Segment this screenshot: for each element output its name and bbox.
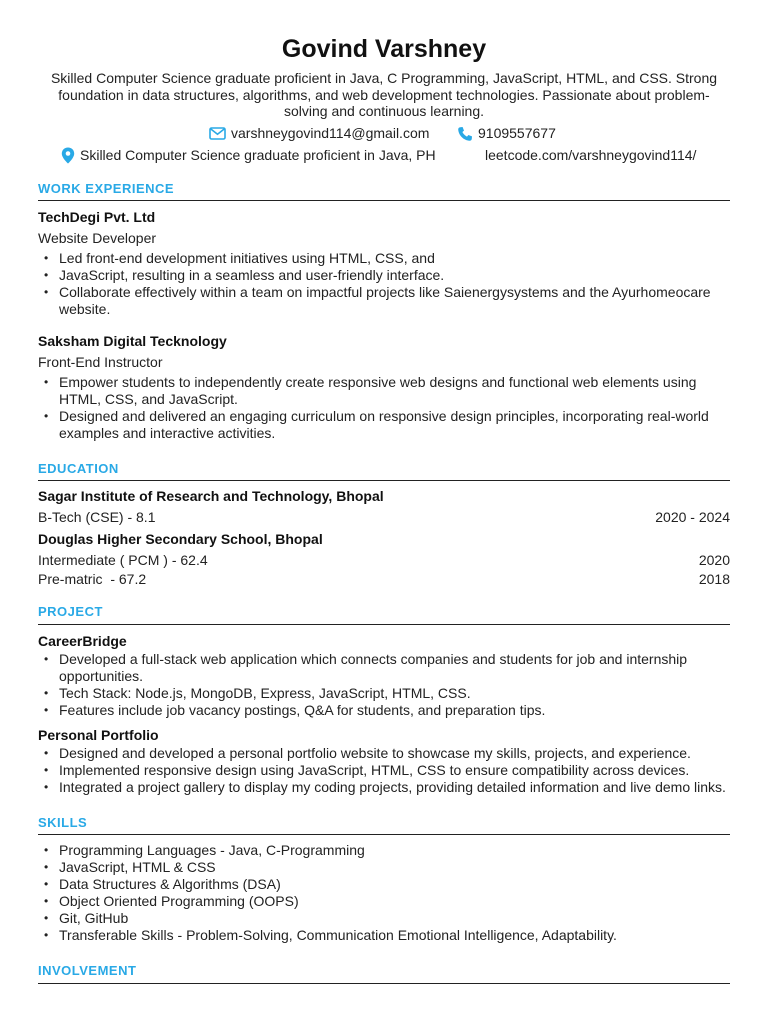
map-pin-icon (61, 147, 75, 164)
work-experience-divider (38, 200, 730, 201)
degree-label: Pre-matric - 67.2 (38, 571, 147, 587)
involvement-divider (38, 983, 730, 984)
project-bullet: • Developed a full-stack web application which connects companies and students for job and internship opportunities. (38, 651, 730, 685)
skill-item: • Transferable Skills - Problem-Solving, Communication Emotional Intelligence, Adaptability. (38, 927, 730, 944)
education-entry (38, 552, 730, 568)
skill-item: • Git, GitHub (38, 910, 730, 927)
job-role: Front-End Instructor (38, 354, 163, 370)
education-divider (38, 480, 730, 481)
job-bullet: • Collaborate effectively within a team on impactful projects like Saienergysystems and the Ayurhomeocare website. (38, 284, 730, 318)
job-bullets (38, 374, 730, 442)
school-name: Douglas Higher Secondary School, Bhopal (38, 531, 323, 547)
phone-contact[interactable] (457, 125, 556, 142)
involvement-heading: INVOLVEMENT (38, 963, 137, 978)
job-bullet: • Empower students to independently create responsive web designs and functional web elements using HTML, CSS, and JavaScript. (38, 374, 730, 408)
project-bullets (38, 745, 730, 796)
project-heading: PROJECT (38, 604, 103, 619)
project-name: CareerBridge (38, 633, 127, 649)
profile-summary: Skilled Computer Science graduate proficient in Java, C Programming, JavaScript, HTML, and CSS. Strong foundation in data structures, algorithms, and web development technologies. Passionate about problem-solving and continuous learning. (50, 70, 718, 119)
job-bullet: • JavaScript, resulting in a seamless and user-friendly interface. (38, 267, 730, 284)
job-role: Website Developer (38, 230, 157, 246)
email-contact[interactable] (209, 125, 429, 142)
skills-list (38, 842, 730, 944)
leetcode-text[interactable]: leetcode.com/varshneygovind114/ (485, 147, 697, 163)
job-bullet: • Led front-end development initiatives using HTML, CSS, and (38, 250, 730, 267)
project-bullet: • Integrated a project gallery to display my coding projects, providing detailed information and live demo links. (38, 779, 730, 796)
work-experience-heading: WORK EXPERIENCE (38, 181, 175, 196)
job-company: Saksham Digital Tecknology (38, 333, 227, 349)
project-bullet: • Implemented responsive design using JavaScript, HTML, CSS to ensure compatibility across devices. (38, 762, 730, 779)
location-contact (61, 147, 436, 164)
project-bullets (38, 651, 730, 719)
skill-item: • JavaScript, HTML & CSS (38, 859, 730, 876)
education-heading: EDUCATION (38, 461, 119, 476)
skill-item: • Object Oriented Programming (OOPS) (38, 893, 730, 910)
leetcode-link[interactable] (485, 147, 696, 164)
skills-heading: SKILLS (38, 815, 88, 830)
project-bullet: • Designed and developed a personal portfolio website to showcase my skills, projects, and experience. (38, 745, 730, 762)
skills-divider (38, 834, 730, 835)
project-name: Personal Portfolio (38, 727, 159, 743)
education-entry (38, 571, 730, 587)
degree-label: Intermediate ( PCM ) - 62.4 (38, 552, 208, 568)
phone-text[interactable]: 9109557677 (478, 125, 556, 141)
envelope-icon (209, 127, 226, 140)
project-bullet: • Tech Stack: Node.js, MongoDB, Express, JavaScript, HTML, CSS. (38, 685, 730, 702)
candidate-name: Govind Varshney (281, 35, 487, 63)
project-divider (38, 624, 730, 625)
location-text: Skilled Computer Science graduate proficient in Java, PH (80, 147, 436, 163)
job-bullets (38, 250, 730, 318)
degree-label: B-Tech (CSE) - 8.1 (38, 509, 156, 525)
skill-item: • Data Structures & Algorithms (DSA) (38, 876, 730, 893)
education-entry (38, 509, 730, 525)
degree-dates: 2020 (698, 552, 730, 568)
school-name: Sagar Institute of Research and Technology, Bhopal (38, 488, 384, 504)
degree-dates: 2020 - 2024 (655, 509, 730, 525)
job-bullet: • Designed and delivered an engaging curriculum on responsive design principles, incorporating real-world examples and interactive activities. (38, 408, 730, 442)
job-company: TechDegi Pvt. Ltd (38, 209, 156, 225)
project-bullet: • Features include job vacancy postings, Q&A for students, and preparation tips. (38, 702, 730, 719)
phone-icon (457, 126, 473, 142)
email-text[interactable]: varshneygovind114@gmail.com (231, 125, 430, 141)
skill-item: • Programming Languages - Java, C-Programming (38, 842, 730, 859)
degree-dates: 2018 (698, 571, 730, 587)
